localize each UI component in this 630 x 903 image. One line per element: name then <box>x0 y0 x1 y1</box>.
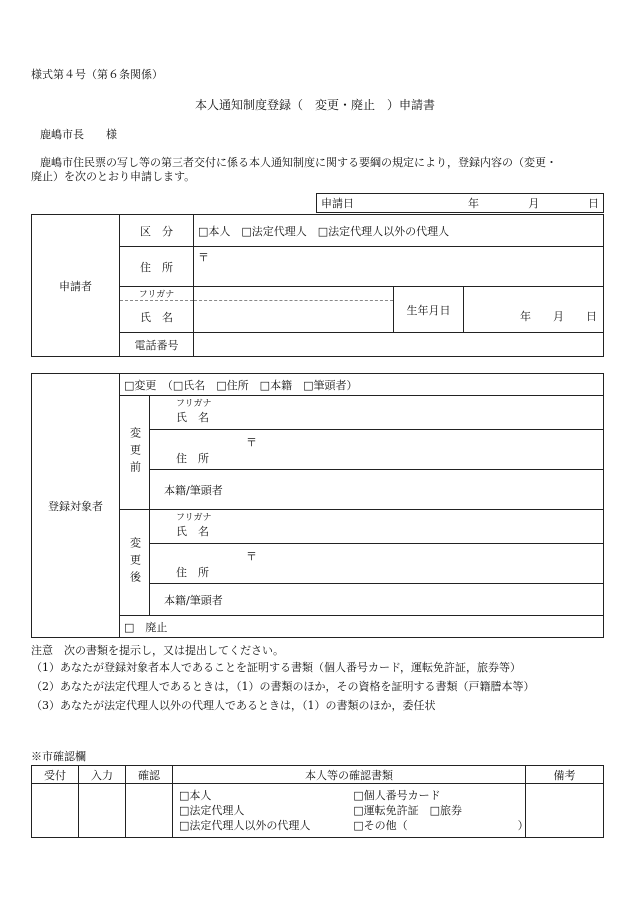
note-2: （2）あなたが法定代理人であるときは，（1）の書類のほか，その資格を証明する書類（戸籍謄本等） <box>31 680 535 693</box>
header-documents: 本人等の確認書類 <box>173 766 526 784</box>
before-postal: 〒 <box>246 435 257 449</box>
target-table <box>31 373 604 638</box>
addressee: 鹿嶋市長 様 <box>40 128 117 141</box>
doc-license-passport[interactable]: □運転免許証 □旅券 <box>353 804 463 817</box>
date-month: 月 <box>483 194 543 213</box>
after-name-cell[interactable] <box>150 510 604 544</box>
applicant-table <box>31 214 604 357</box>
after-furigana: フリガナ <box>176 513 212 523</box>
note-heading: 注意 次の書類を提示し，又は提出してください。 <box>31 644 284 657</box>
name-field[interactable] <box>194 301 394 333</box>
category-label: 区 分 <box>120 215 194 247</box>
before-name-label: 氏 名 <box>176 411 209 424</box>
date-table <box>316 193 604 213</box>
name-label: 氏 名 <box>120 301 194 333</box>
header-input: 入力 <box>79 766 126 784</box>
address-label: 住 所 <box>120 247 194 287</box>
phone-label: 電話番号 <box>120 333 194 357</box>
doc-self[interactable]: □本人 <box>179 789 212 802</box>
header-reception: 受付 <box>32 766 79 784</box>
reception-cell[interactable] <box>32 784 79 838</box>
after-postal: 〒 <box>246 549 257 563</box>
date-label: 申請日 <box>317 194 396 213</box>
after-address-cell[interactable] <box>150 544 604 584</box>
after-honseki-label[interactable]: 本籍/筆頭者 <box>150 584 604 616</box>
doc-legal-rep[interactable]: □法定代理人 <box>179 804 245 817</box>
intro-text: 鹿嶋市住民票の写し等の第三者交付に係る本人通知制度に関する要綱の規定により，登録内容の（変更・ <box>40 156 557 169</box>
form-number: 様式第４号（第６条関係） <box>31 68 163 81</box>
phone-field[interactable] <box>194 333 604 357</box>
before-name-cell[interactable] <box>150 396 604 430</box>
note-3: （3）あなたが法定代理人以外の代理人であるときは，（1）の書類のほか，委任状 <box>31 699 436 712</box>
after-label: 変更後 <box>120 510 150 616</box>
city-table <box>31 765 604 838</box>
note-1: （1）あなたが登録対象者本人であることを証明する書類（個人番号カード，運転免許証，旅券等） <box>31 661 522 674</box>
intro-text-2: 廃止）を次のとおり申請します。 <box>31 170 196 183</box>
after-name-label: 氏 名 <box>176 525 209 538</box>
birth-label: 生年月日 <box>394 287 464 333</box>
header-confirm: 確認 <box>126 766 173 784</box>
before-honseki-label[interactable]: 本籍/筆頭者 <box>150 470 604 510</box>
before-address-label: 住 所 <box>176 451 209 465</box>
doc-other[interactable]: □その他（ ） <box>353 819 529 832</box>
city-heading: ※市確認欄 <box>31 750 86 763</box>
target-label: 登録対象者 <box>32 374 120 638</box>
doc-mynumber[interactable]: □個人番号カード <box>353 789 441 802</box>
confirm-cell[interactable] <box>126 784 173 838</box>
before-address-cell[interactable] <box>150 430 604 470</box>
furigana-field[interactable] <box>194 287 394 301</box>
input-cell[interactable] <box>79 784 126 838</box>
change-line: □変更 （□氏名 □住所 □本籍 □筆頭者） <box>120 374 604 396</box>
header-remarks: 備考 <box>526 766 604 784</box>
documents-cell <box>173 784 529 838</box>
after-address-label: 住 所 <box>176 565 209 579</box>
address-field[interactable]: 〒 <box>194 247 604 287</box>
abolish-option[interactable]: □ 廃止 <box>120 616 604 638</box>
before-label: 変更前 <box>120 396 150 510</box>
applicant-label: 申請者 <box>32 215 120 357</box>
doc-other-rep[interactable]: □法定代理人以外の代理人 <box>179 819 311 832</box>
furigana-label: フリガナ <box>120 287 194 301</box>
date-year: 年 <box>395 194 483 213</box>
category-options: □本人 □法定代理人 □法定代理人以外の代理人 <box>194 215 604 247</box>
before-furigana: フリガナ <box>176 399 212 409</box>
form-title: 本人通知制度登録（ 変更・廃止 ）申請書 <box>194 98 435 112</box>
birth-field[interactable]: 年 月 日 <box>464 287 604 333</box>
remarks-cell[interactable] <box>526 784 604 838</box>
date-day: 日 <box>543 194 603 213</box>
